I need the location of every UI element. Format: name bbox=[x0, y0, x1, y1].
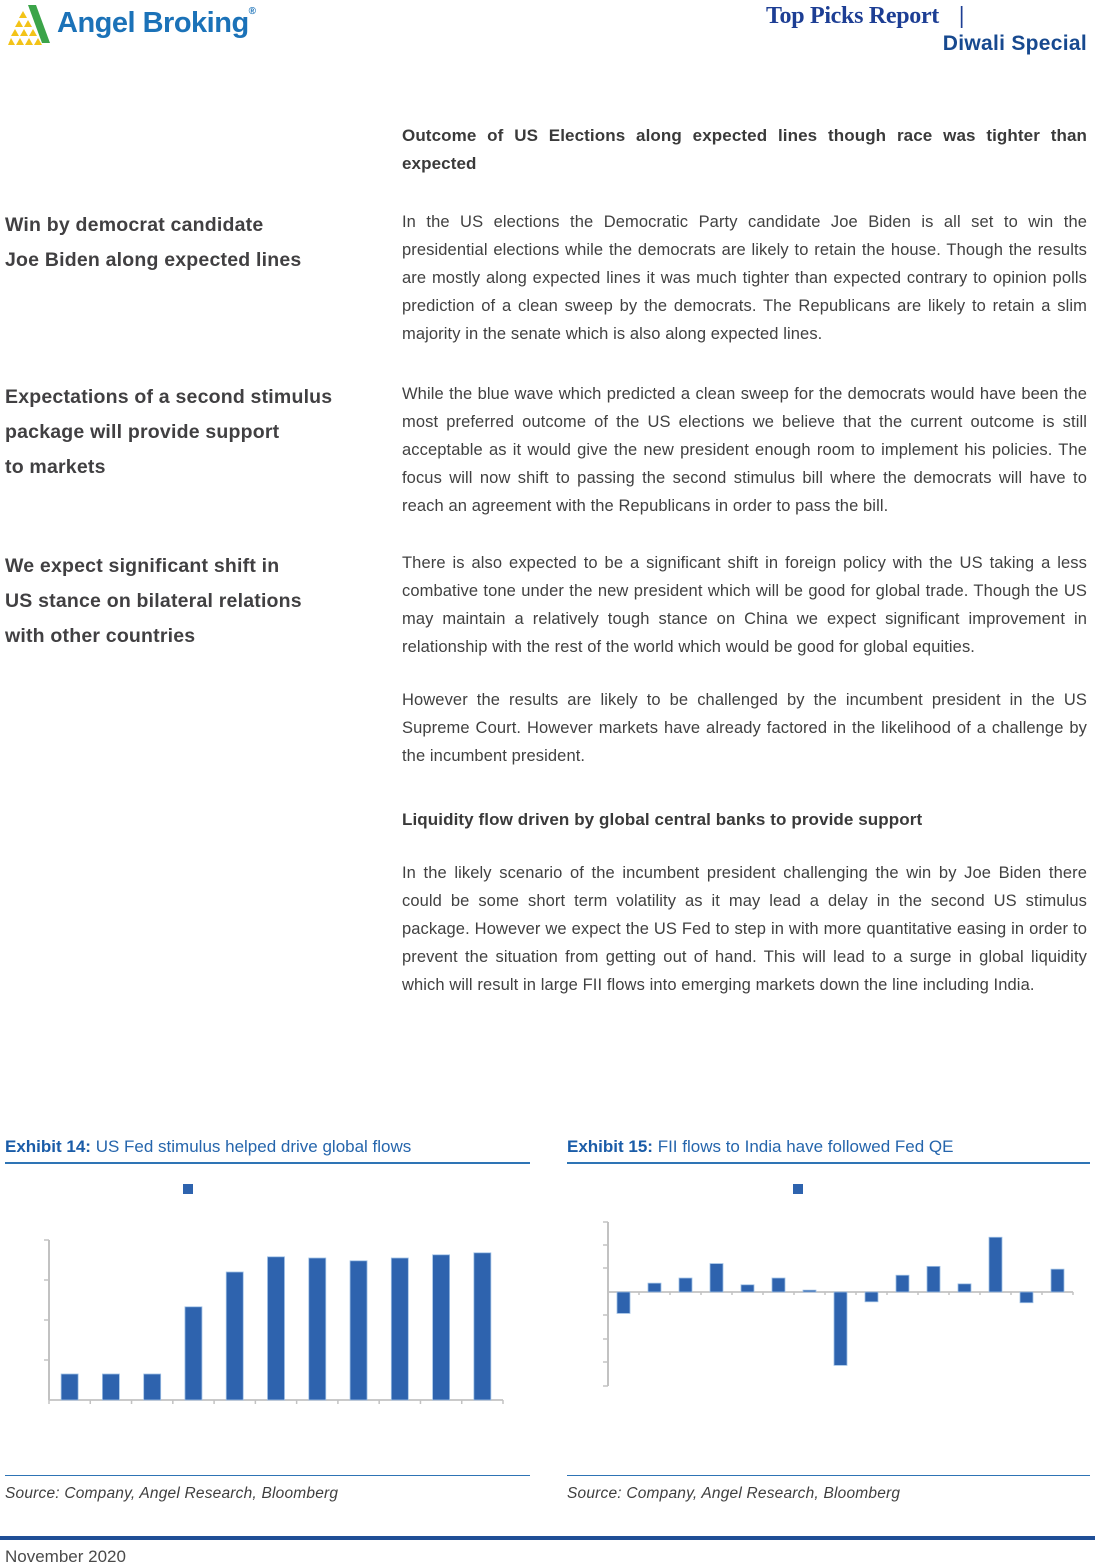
page-footer bbox=[0, 1536, 1095, 1565]
article-heading-1: Outcome of US Elections along expected lines though race was tighter than expected bbox=[402, 126, 1087, 173]
registered-mark: ® bbox=[248, 6, 257, 17]
bar bbox=[309, 1258, 326, 1400]
logo-wordmark: Angel Broking bbox=[57, 7, 249, 39]
article-para-2: While the blue wave which predicted a clean sweep for the democrats would have been the most preferred outcome of the US elections we believe that the current outcome is still acceptable as it would give the new president enough room to implement his policies. The focus will now shift to passing the second stimulus bill where the democrats will have to reach an agreement with the Republicans in order to pass the bill. bbox=[402, 385, 1087, 515]
bar bbox=[958, 1284, 971, 1292]
bar bbox=[834, 1292, 847, 1365]
exhibit-14 bbox=[5, 1136, 530, 1503]
section-intro-heading bbox=[5, 122, 1087, 178]
bar bbox=[896, 1275, 909, 1292]
footer-rule bbox=[0, 1536, 1095, 1540]
bar bbox=[433, 1255, 450, 1400]
bar bbox=[61, 1374, 78, 1400]
section-para-3 bbox=[5, 549, 1087, 661]
article bbox=[5, 122, 1087, 999]
bar bbox=[1020, 1292, 1033, 1303]
bar bbox=[989, 1237, 1002, 1292]
bar bbox=[474, 1253, 491, 1400]
bar bbox=[391, 1258, 408, 1400]
bar bbox=[772, 1278, 785, 1292]
article-para-1: In the US elections the Democratic Party candidate Joe Biden is all set to win the presidential elections while the democrats are likely to retain the house. Though the results are mostly along expected lines it was much tighter than expected contrary to opinion polls prediction of a clean sweep by the democrats. The Republicans are likely to retain a slim majority in the senate which is also along expected lines. bbox=[402, 213, 1087, 343]
exhibit-14-label: Exhibit 14: bbox=[5, 1137, 91, 1156]
article-para-4: However the results are likely to be challenged by the incumbent president in the US Supreme Court. However markets have already factored in the likelihood of a challenge by the incumbent president. bbox=[402, 691, 1087, 765]
bar bbox=[865, 1292, 878, 1302]
section-para-1 bbox=[5, 208, 1087, 348]
report-title-text: Top Picks Report bbox=[766, 3, 939, 29]
footer-date: November 2020 bbox=[5, 1547, 126, 1565]
report-title-separator: | bbox=[959, 3, 964, 29]
exhibit-15-source: Source: Company, Angel Research, Bloomberg bbox=[567, 1485, 901, 1502]
legend-marker-square bbox=[183, 1184, 193, 1194]
margin-note-line: US stance on bilateral relations bbox=[5, 590, 302, 612]
exhibit-14-source-block bbox=[5, 1475, 530, 1503]
margin-note-3 bbox=[5, 549, 402, 654]
margin-note-line: We expect significant shift in bbox=[5, 555, 280, 577]
bar bbox=[710, 1264, 723, 1292]
margin-note-line: Win by democrat candidate bbox=[5, 214, 264, 236]
exhibit-15 bbox=[567, 1136, 1090, 1503]
margin-note-line: with other countries bbox=[5, 625, 196, 647]
angel-broking-logo bbox=[8, 5, 256, 45]
bar bbox=[102, 1374, 119, 1400]
bar bbox=[648, 1283, 661, 1292]
section-para-2 bbox=[5, 380, 1087, 520]
exhibit-14-source: Source: Company, Angel Research, Bloomberg bbox=[5, 1485, 339, 1502]
article-para-3: There is also expected to be a significant shift in foreign policy with the US taking a less combative tone under the new president which will be good for global trade. Though the US may maintain a relatively tough stance on China we expect significant improvement in relationship with the rest of the world which would be good for global equities. bbox=[402, 554, 1087, 656]
bar bbox=[144, 1374, 161, 1400]
margin-note-line: to markets bbox=[5, 456, 106, 478]
bar bbox=[803, 1290, 816, 1292]
article-heading-2: Liquidity flow driven by global central banks to provide support bbox=[402, 810, 923, 829]
bar bbox=[679, 1278, 692, 1292]
exhibit-14-bar-chart bbox=[5, 1164, 530, 1475]
angel-broking-logo-icon bbox=[8, 5, 50, 45]
bar bbox=[927, 1266, 940, 1292]
exhibits-row bbox=[5, 1136, 1090, 1503]
exhibit-15-source-block bbox=[567, 1475, 1090, 1503]
exhibit-14-caption: US Fed stimulus helped drive global flows bbox=[90, 1137, 412, 1156]
legend-marker-square bbox=[793, 1184, 803, 1194]
bar bbox=[268, 1257, 285, 1400]
bar bbox=[185, 1307, 202, 1400]
bar bbox=[1051, 1269, 1064, 1292]
margin-note-line: Expectations of a second stimulus bbox=[5, 386, 333, 408]
margin-note-line: package will provide support bbox=[5, 421, 280, 443]
bar bbox=[350, 1261, 367, 1400]
margin-note-1 bbox=[5, 208, 402, 278]
article-para-5: In the likely scenario of the incumbent president challenging the win by Joe Biden there could be some short term volatility as it may lead a delay in the second US stimulus package. However we expect the US Fed to step in with more quantitative easing in order to prevent the situation from getting out of hand. This will lead to a surge in global liquidity which will result in large FII flows into emerging markets down the line including India. bbox=[402, 864, 1087, 994]
margin-note-2 bbox=[5, 380, 402, 485]
margin-note-line: Joe Biden along expected lines bbox=[5, 249, 302, 271]
exhibit-15-label: Exhibit 15: bbox=[567, 1137, 653, 1156]
exhibit-15-title bbox=[567, 1136, 1090, 1158]
section-para-4 bbox=[5, 686, 1087, 770]
exhibit-15-caption: FII flows to India have followed Fed QE bbox=[652, 1137, 954, 1156]
bar bbox=[741, 1285, 754, 1292]
section-para-5 bbox=[5, 859, 1087, 999]
report-subtitle: Diwali Special bbox=[942, 32, 1087, 55]
bar bbox=[617, 1292, 630, 1313]
exhibit-14-title bbox=[5, 1136, 530, 1158]
section-liquidity-heading bbox=[5, 806, 1087, 834]
report-title bbox=[766, 3, 996, 30]
bar bbox=[226, 1272, 243, 1400]
exhibit-15-bar-chart bbox=[567, 1164, 1090, 1475]
